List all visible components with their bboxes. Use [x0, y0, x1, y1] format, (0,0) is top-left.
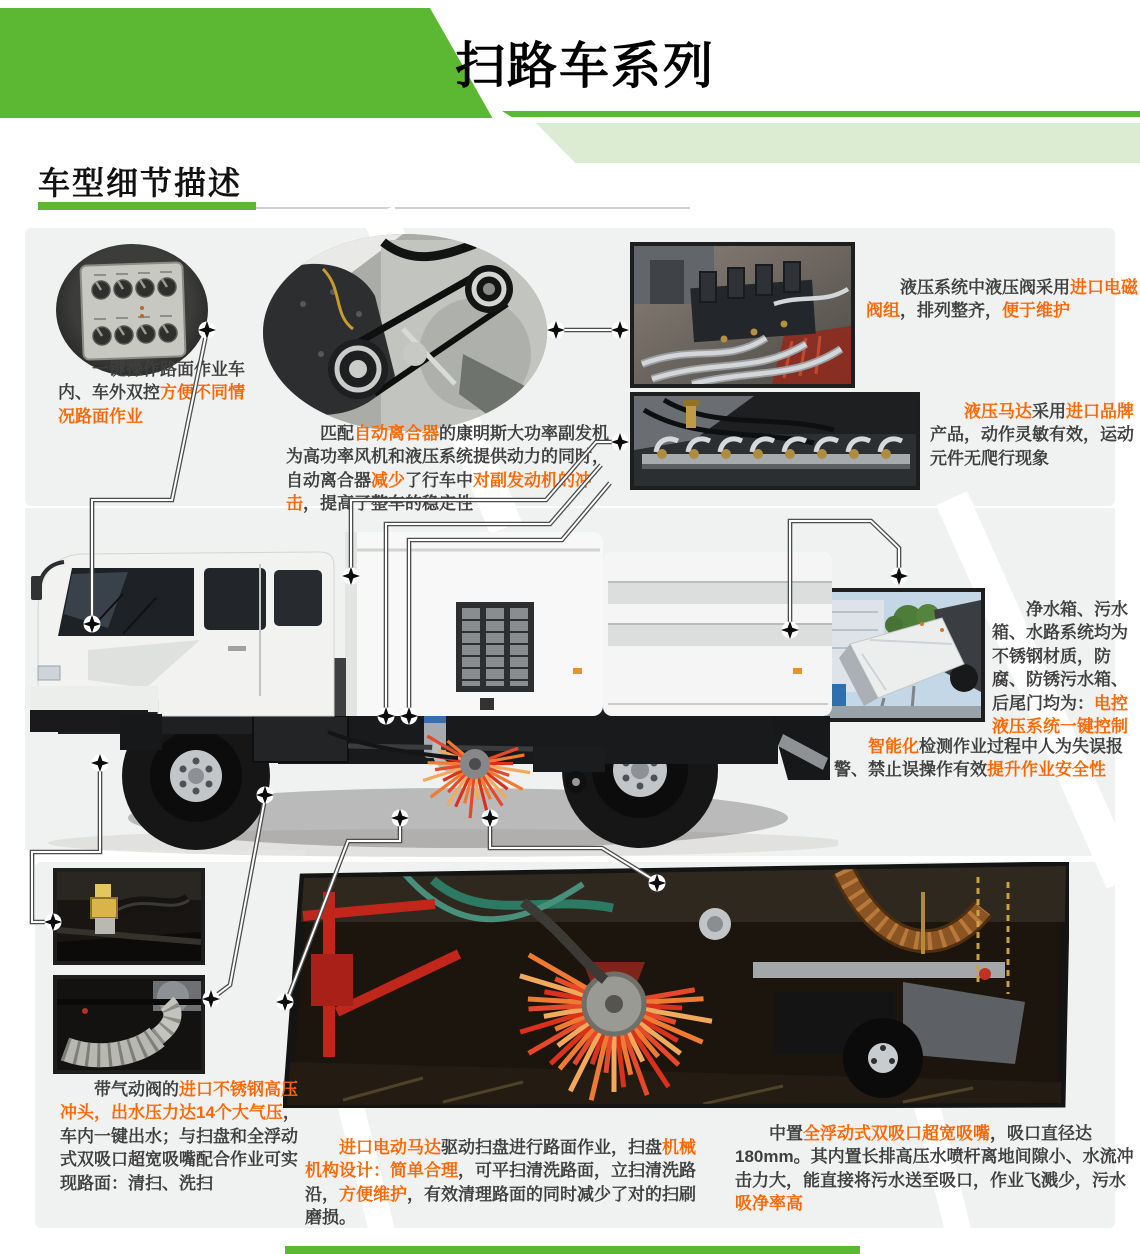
callout-marker-icon	[781, 621, 799, 639]
callout-markers	[44, 321, 908, 1011]
page-title: 扫路车系列	[455, 38, 715, 94]
callout-text-high-pressure-nozzle: 带气动阀的进口不锈钢高压冲头，出水压力达14个大气压，车内一键出水；与扫盘和全浮动式双吸口超宽吸嘴配合作业可实现路面：清扫、洗扫	[60, 1080, 300, 1193]
callout-marker-icon	[481, 809, 499, 827]
callout-marker-icon	[377, 707, 395, 725]
callout-marker-icon	[44, 913, 62, 931]
callout-marker-icon	[342, 567, 360, 585]
callout-text-water-tanks: 净水箱、污水箱、水路系统均为不锈钢材质，防腐、防锈污水箱、后尾门均为：电控液压系统一键控制	[992, 600, 1128, 737]
callout-marker-icon	[611, 321, 629, 339]
callout-text-sweep-disc-motor: 进口电动马达驱动扫盘进行路面作业，扫盘机械机构设计：简单合理，可平扫清洗路面，立扫清洗路沿，方便维护，有效清理路面的同时减少了对的扫刷磨损。	[305, 1138, 696, 1228]
callout-text-aux-engine: 匹配自动离合器的康明斯大功率副发机为高功率风机和液压系统提供动力的同时，自动离合器减少了行车中对副发动机的冲击，提高了整车的稳定性	[286, 424, 609, 514]
footer-bar	[285, 1246, 860, 1254]
section-title: 车型细节描述	[38, 165, 243, 201]
callout-marker-icon	[198, 321, 216, 339]
callout-marker-icon	[547, 321, 565, 339]
callout-marker-icon	[391, 809, 409, 827]
callout-marker-icon	[611, 433, 629, 451]
callout-marker-icon	[83, 615, 101, 633]
callout-text-smart-monitor: 智能化检测作业过程中人为失误报警、禁止误操作有效提升作业安全性	[834, 737, 1123, 780]
callout-text-solenoid-valves: 液压系统中液压阀采用进口电磁阀组，排列整齐，便于维护	[866, 278, 1138, 321]
callout-marker-icon	[256, 786, 274, 804]
callout-marker-icon	[890, 567, 908, 585]
callout-text-control-panel: 一键操作路面作业车内、车外双控方便不同情况路面作业	[58, 360, 245, 426]
callout-text-suction-mouth: 中置全浮动式双吸口超宽吸嘴，吸口直径达180mm。其内置长排高压水喷杆离地间隙小、水流冲击力大，能直接将污水送至吸口，作业飞溅少，污水吸净率高	[735, 1124, 1134, 1214]
callout-marker-icon	[91, 754, 109, 772]
callout-marker-icon	[400, 707, 418, 725]
callout-text-hydraulic-motor: 液压马达采用进口品牌产品，动作灵敏有效，运动元件无爬行现象	[930, 402, 1134, 468]
